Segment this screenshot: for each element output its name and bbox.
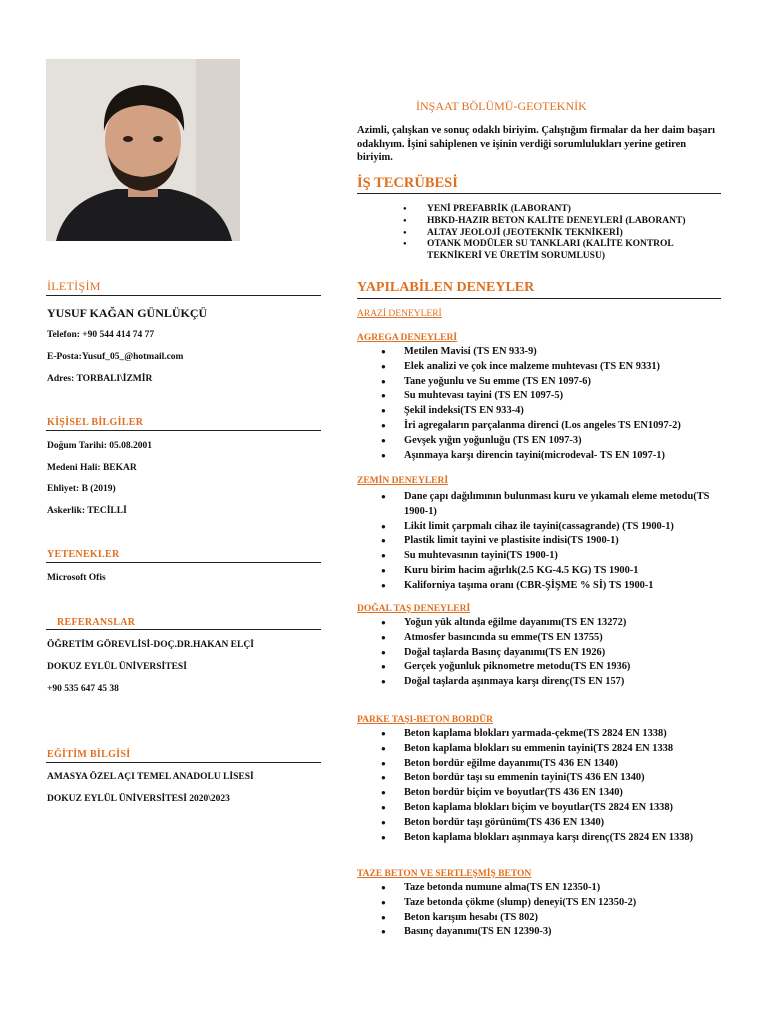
divider: [46, 629, 321, 630]
profile-photo: [46, 59, 240, 241]
soil-list: [357, 490, 712, 594]
test-item: ● Beton kaplama blokları su emmenin tayini(TS 2824 EN 1338: [357, 742, 737, 757]
references-title: REFERANSLAR: [57, 617, 136, 628]
experience-item: ● YENİ PREFABRİK (LABORANT): [357, 204, 727, 216]
test-item: ● Tane yoğunlu ve Su emme (TS EN 1097-6): [357, 375, 737, 390]
test-item: ● Su muhtevasının tayini(TS 1900-1): [357, 549, 712, 564]
birth-date: Doğum Tarihi: 05.08.2001: [47, 441, 153, 451]
experience-list: [357, 204, 727, 263]
concrete-title: TAZE BETON VE SERTLEŞMİŞ BETON: [357, 869, 532, 879]
test-item: ● Beton bordür taşı su emmenin tayini(TS 436 EN 1340): [357, 771, 737, 786]
soil-section: [357, 490, 712, 594]
stone-title: DOĞAL TAŞ DENEYLERİ: [357, 604, 471, 614]
aggregate-section: [357, 345, 737, 463]
experience-item: ● ALTAY JEOLOJİ (JEOTEKNİK TEKNİKERİ): [357, 228, 727, 240]
test-item: ● Su muhtevası tayini (TS EN 1097-5): [357, 389, 737, 404]
test-item: ● Doğal taşlarda aşınmaya karşı direnç(TS EN 157): [357, 675, 727, 690]
paving-list: [357, 727, 737, 845]
test-item: ● Doğal taşlarda Basınç dayanımı(TS EN 1926): [357, 646, 727, 661]
experience-section: [357, 204, 727, 263]
email-text: E-Posta:Yusuf_05_@hotmail.com: [47, 352, 184, 362]
marital-status: Medeni Hali: BEKAR: [47, 463, 137, 473]
divider: [46, 762, 321, 763]
test-item: ● Beton kaplama blokları yarmada-çekme(TS 2824 EN 1338): [357, 727, 737, 742]
school-item: AMASYA ÖZEL AÇI TEMEL ANADOLU LİSESİ: [47, 772, 254, 782]
stone-section: [357, 616, 727, 690]
reference-phone: +90 535 647 45 38: [47, 684, 119, 694]
test-item: ● Metilen Mavisi (TS EN 933-9): [357, 345, 737, 360]
divider: [357, 298, 721, 299]
skill-item: Microsoft Ofis: [47, 573, 106, 583]
test-item: ● Taze betonda çökme (slump) deneyi(TS EN 12350-2): [357, 896, 727, 911]
concrete-section: [357, 881, 727, 940]
test-item: ● Beton bordür taşı görünüm(TS 436 EN 1340): [357, 816, 737, 831]
soil-title: ZEMİN DENEYLERİ: [357, 476, 449, 486]
test-item: ● Beton kaplama blokları biçim ve boyutlar(TS 2824 EN 1338): [357, 801, 737, 816]
divider: [46, 562, 321, 563]
field-tests-title: ARAZİ DENEYLERİ: [357, 309, 442, 319]
test-item: ● Plastik limit tayini ve plastisite indisi(TS 1900-1): [357, 534, 712, 549]
divider: [46, 430, 321, 431]
address-text: Adres: TORBALI\İZMİR: [47, 374, 153, 384]
aggregate-title: AGREGA DENEYLERİ: [357, 333, 458, 343]
divider: [357, 193, 721, 194]
test-item: ● Kaliforniya taşıma oranı (CBR-ŞİŞME % Sİ) TS 1900-1: [357, 579, 712, 594]
paving-title: PARKE TAŞI-BETON BORDÜR: [357, 715, 494, 725]
person-photo-icon: [46, 59, 240, 241]
test-item: ● Kuru birim hacim ağırlık(2.5 KG-4.5 KG) TS 1900-1: [357, 564, 712, 579]
department-title: İNŞAAT BÖLÜMÜ-GEOTEKNİK: [416, 99, 587, 113]
phone-text: Telefon: +90 544 414 74 77: [47, 330, 155, 340]
education-title: EĞİTİM BİLGİSİ: [47, 749, 131, 760]
test-item: ● Dane çapı dağılımının bulunması kuru ve yıkamalı eleme metodu(TS 1900-1): [357, 490, 712, 520]
driver-license: Ehliyet: B (2019): [47, 484, 116, 494]
full-name: YUSUF KAĞAN GÜNLÜKÇÜ: [47, 306, 208, 320]
test-item: ● Taze betonda numune alma(TS EN 12350-1): [357, 881, 727, 896]
test-item: ● Elek analizi ve çok ince malzeme muhtevası (TS EN 9331): [357, 360, 737, 375]
paving-section: [357, 727, 737, 845]
military-status: Askerlik: TECİLLİ: [47, 506, 127, 516]
test-item: ● Aşınmaya karşı direncin tayini(microdeval- TS EN 1097-1): [357, 449, 737, 464]
stone-list: [357, 616, 727, 690]
test-item: ● Gerçek yoğunluk piknometre metodu(TS EN 1936): [357, 660, 727, 675]
tests-title: YAPILABİLEN DENEYLER: [357, 280, 535, 295]
experience-title: İŞ TECRÜBESİ: [357, 175, 458, 191]
test-item: ● Şekil indeksi(TS EN 933-4): [357, 404, 737, 419]
test-item: ● Beton kaplama blokları aşınmaya karşı direnç(TS 2824 EN 1338): [357, 831, 737, 846]
test-item: ● Beton bordür eğilme dayanımı(TS 436 EN 1340): [357, 757, 737, 772]
test-item: ● Likit limit çarpmalı cihaz ile tayini(cassagrande) (TS 1900-1): [357, 520, 712, 535]
test-item: ● Beton bordür biçim ve boyutlar(TS 436 EN 1340): [357, 786, 737, 801]
test-item: ● Basınç dayanımı(TS EN 12390-3): [357, 925, 727, 940]
personal-title: KİŞİSEL BİLGİLER: [47, 417, 144, 428]
test-item: ● İri agregaların parçalanma direnci (Los angeles TS EN1097-2): [357, 419, 737, 434]
test-item: ● Gevşek yığın yoğunluğu (TS EN 1097-3): [357, 434, 737, 449]
contact-title: İLETİŞİM: [47, 279, 101, 293]
divider: [46, 295, 321, 296]
school-item: DOKUZ EYLÜL ÜNİVERSİTESİ 2020\2023: [47, 794, 230, 804]
skills-title: YETENEKLER: [47, 549, 120, 560]
reference-person: ÖĞRETİM GÖREVLİSİ-DOÇ.DR.HAKAN ELÇİ: [47, 640, 254, 650]
experience-item: ● OTANK MODÜLER SU TANKLARI (KALİTE KONTROL TEKNİKERİ VE ÜRETİM SORUMLUSU): [357, 239, 727, 263]
concrete-list: [357, 881, 727, 940]
test-item: ● Atmosfer basıncında su emme(TS EN 13755): [357, 631, 727, 646]
experience-item: ● HBKD-HAZIR BETON KALİTE DENEYLERİ (LABORANT): [357, 216, 727, 228]
reference-institution: DOKUZ EYLÜL ÜNİVERSİTESİ: [47, 662, 187, 672]
aggregate-list: [357, 345, 737, 463]
test-item: ● Yoğun yük altında eğilme dayanımı(TS EN 13272): [357, 616, 727, 631]
summary-text: Azimli, çalışkan ve sonuç odaklı biriyim. Çalıştığım firmalar da her daim başarı odaklıyım. İşini sahiplenen ve işinin verdiği sorumlulukları yerine getiren biriyim.: [357, 125, 716, 163]
test-item: ● Beton karışım hesabı (TS 802): [357, 911, 727, 926]
